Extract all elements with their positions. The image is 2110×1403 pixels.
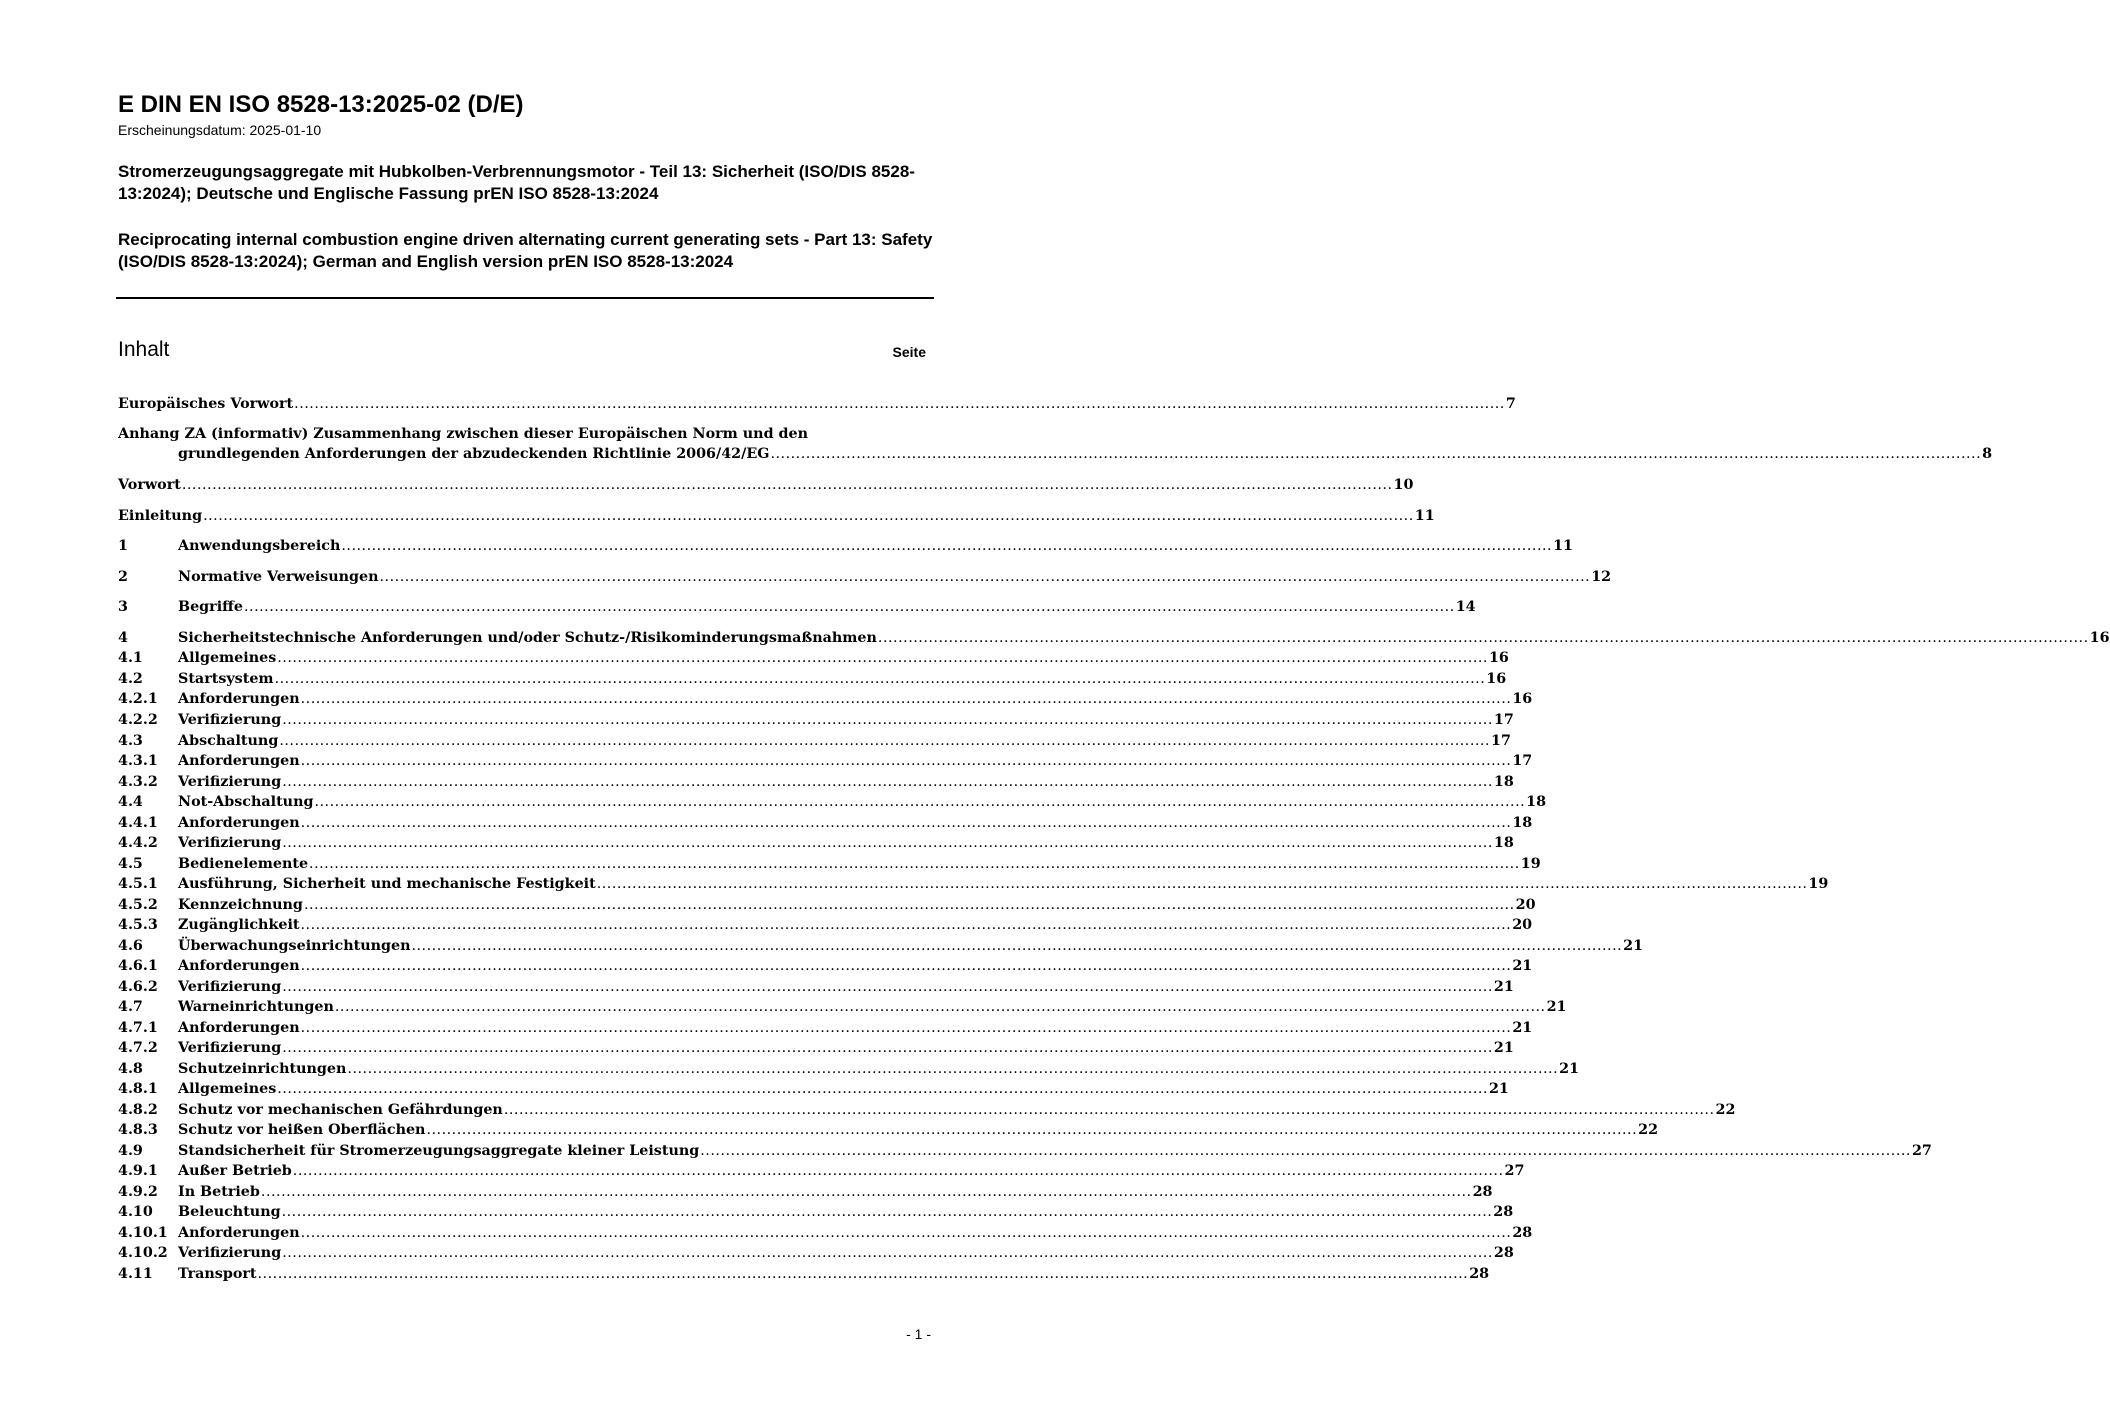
toc-entry-title: Abschaltung (178, 733, 279, 749)
toc-entry[interactable] (118, 710, 1514, 730)
toc-entry-title: Ausführung, Sicherheit und mechanische Festigkeit (178, 876, 596, 892)
toc-entry-page: 17 (1493, 712, 1514, 728)
toc-entry[interactable] (118, 1079, 1509, 1099)
leader-dots (335, 997, 1546, 1017)
toc-entry-title: Vorwort (118, 477, 181, 493)
toc-entry-title: Verifizierung (178, 979, 282, 995)
toc-entry-title: Überwachungseinrichtungen (178, 938, 411, 954)
toc-entry[interactable] (118, 1182, 1493, 1202)
toc-entry-page: 22 (1715, 1102, 1736, 1118)
toc-entry-page: 28 (1472, 1184, 1493, 1200)
leader-dots (504, 1100, 1715, 1120)
toc-entry-title: Schutz vor mechanischen Gefährdungen (178, 1102, 503, 1118)
toc-entry[interactable] (118, 669, 1507, 689)
toc-entry[interactable] (118, 792, 1547, 812)
toc-entry[interactable] (118, 915, 1533, 935)
title-german: Stromerzeugungsaggregate mit Hubkolben-Verbrennungsmotor - Teil 13: Sicherheit (ISO/DIS 8528-13:2024); Deutsche und Englische Fassung prEN ISO 8528-13:2024 (118, 162, 915, 203)
toc-entry-number: 4.10.1 (118, 1225, 168, 1241)
leader-dots (277, 1079, 1488, 1099)
toc-entry[interactable] (118, 475, 1414, 495)
leader-dots (301, 1223, 1512, 1243)
leader-dots (282, 833, 1493, 853)
toc-entry[interactable] (118, 1100, 1736, 1120)
toc-entry-number: 4.2 (118, 671, 143, 687)
toc-entry-number: 4.3 (118, 733, 143, 749)
leader-dots (244, 597, 1455, 617)
leader-dots (282, 977, 1493, 997)
toc-entry-page: 11 (1553, 538, 1573, 554)
toc-entry-number: 4 (118, 630, 128, 646)
publication-date: Erscheinungsdatum: 2025-01-10 (118, 122, 322, 138)
toc-entry-page: 21 (1512, 1020, 1533, 1036)
toc-entry-page: 18 (1512, 815, 1533, 831)
toc-entry-page: 20 (1515, 897, 1536, 913)
toc-entry[interactable] (118, 1141, 1932, 1161)
toc-entry-number: 4.9 (118, 1143, 143, 1159)
leader-dots (770, 444, 1981, 464)
toc-entry-title: Anforderungen (178, 691, 300, 707)
leader-dots (282, 772, 1493, 792)
toc-entry-page: 8 (1982, 446, 1993, 462)
toc-entry-page: 12 (1591, 569, 1612, 585)
toc-entry-number: 4.9.2 (118, 1184, 158, 1200)
table-of-contents (118, 0, 2110, 1300)
page-number: - 1 - (906, 1326, 931, 1342)
toc-entry-page: 7 (1505, 396, 1516, 412)
leader-dots (304, 895, 1515, 915)
toc-entry-page: 16 (1488, 650, 1509, 666)
toc-entry-page: 18 (1493, 835, 1514, 851)
leader-dots (203, 506, 1414, 526)
toc-entry-page: 28 (1493, 1204, 1514, 1220)
toc-entry[interactable] (118, 394, 1516, 414)
toc-entry-title: Europäisches Vorwort (118, 396, 294, 412)
toc-entry-page: 20 (1512, 917, 1533, 933)
toc-entry-title: Anwendungsbereich (178, 538, 341, 554)
leader-dots (301, 1018, 1512, 1038)
toc-entry[interactable] (118, 1264, 1490, 1284)
toc-entry-number: 1 (118, 538, 128, 554)
leader-dots (275, 669, 1486, 689)
toc-entry-page: 22 (1638, 1122, 1659, 1138)
toc-entry-page: 21 (1546, 999, 1567, 1015)
toc-entry-title: Anforderungen (178, 753, 300, 769)
leader-dots (380, 567, 1591, 587)
toc-entry-page: 10 (1393, 477, 1414, 493)
toc-entry[interactable] (118, 751, 1533, 771)
toc-entry-page: 16 (2089, 630, 2110, 646)
toc-entry-page: 21 (1559, 1061, 1580, 1077)
toc-entry-number: 4.9.1 (118, 1163, 158, 1179)
toc-entry-title: Allgemeines (178, 1081, 277, 1097)
leader-dots (294, 394, 1505, 414)
toc-entry-number: 4.6.2 (118, 979, 158, 995)
leader-dots (301, 956, 1512, 976)
leader-dots (426, 1120, 1637, 1140)
leader-dots (293, 1161, 1504, 1181)
toc-entry-title: Anforderungen (178, 1225, 300, 1241)
toc-entry-number: 4.5.2 (118, 897, 158, 913)
toc-entry-number: 2 (118, 569, 128, 585)
toc-entry[interactable] (118, 854, 1541, 874)
toc-entry-number: 4.5.3 (118, 917, 158, 933)
toc-entry-number: 4.8 (118, 1061, 143, 1077)
toc-entry-page: 14 (1455, 599, 1476, 615)
toc-entry[interactable] (118, 956, 1533, 976)
toc-entry-title: Allgemeines (178, 650, 277, 666)
toc-entry[interactable] (118, 1161, 1525, 1181)
toc-entry-title: Verifizierung (178, 835, 282, 851)
toc-entry-title: Startsystem (178, 671, 274, 687)
toc-entry-title: Anforderungen (178, 1020, 300, 1036)
title-english: Reciprocating internal combustion engine driven alternating current generating sets - Part 13: Safety (ISO/DIS 8528-13:2024); German and English version prEN ISO 8528-13:2024 (118, 230, 933, 271)
leader-dots (300, 915, 1511, 935)
toc-entry-title: Außer Betrieb (178, 1163, 292, 1179)
leader-dots (277, 648, 1488, 668)
toc-entry-title: Beleuchtung (178, 1204, 281, 1220)
leader-dots (597, 874, 1808, 894)
toc-entry[interactable] (118, 731, 1511, 751)
toc-entry[interactable] (118, 936, 1644, 956)
toc-entry-page: 17 (1512, 753, 1533, 769)
toc-entry-page: 21 (1512, 958, 1533, 974)
leader-dots (878, 628, 2089, 648)
toc-entry[interactable] (118, 1038, 1514, 1058)
toc-entry-title: grundlegenden Anforderungen der abzudeckenden Richtlinie 2006/42/EG (178, 446, 770, 462)
leader-dots (282, 710, 1493, 730)
toc-entry-title: Not-Abschaltung (178, 794, 314, 810)
toc-entry-page: 11 (1414, 508, 1435, 524)
toc-entry[interactable] (118, 506, 1435, 526)
toc-entry-page: 17 (1491, 733, 1511, 749)
toc-entry-title: Schutz vor heißen Oberflächen (178, 1122, 426, 1138)
toc-entry[interactable] (118, 874, 1829, 894)
leader-dots (301, 813, 1512, 833)
toc-heading: Inhalt (118, 338, 170, 361)
toc-entry[interactable] (118, 977, 1514, 997)
toc-entry-number: 4.5 (118, 856, 143, 872)
toc-entry-number: 4.4.2 (118, 835, 158, 851)
toc-entry-title: Transport (178, 1266, 257, 1282)
toc-entry-title: Verifizierung (178, 1040, 282, 1056)
leader-dots (314, 792, 1525, 812)
toc-entry-page: 27 (1504, 1163, 1525, 1179)
toc-entry[interactable] (118, 536, 1573, 556)
toc-entry-title: Anforderungen (178, 958, 300, 974)
toc-entry-number: 4.4 (118, 794, 143, 810)
toc-entry[interactable] (118, 648, 1509, 668)
toc-entry-number: 4.6 (118, 938, 143, 954)
toc-entry[interactable] (118, 424, 1993, 464)
toc-entry-page: 18 (1526, 794, 1547, 810)
toc-entry[interactable] (118, 1223, 1533, 1243)
toc-entry-title: Bedienelemente (178, 856, 309, 872)
toc-entry-number: 3 (118, 599, 128, 615)
toc-entry[interactable] (118, 1243, 1514, 1263)
toc-entry-title: Standsicherheit für Stromerzeugungsaggregate kleiner Leistung (178, 1143, 700, 1159)
toc-entry-title: Anhang ZA (informativ) Zusammenhang zwischen dieser Europäischen Norm und den (118, 426, 809, 442)
toc-entry-number: 4.7.1 (118, 1020, 158, 1036)
leader-dots (700, 1141, 1911, 1161)
toc-entry[interactable] (118, 813, 1533, 833)
leader-dots (182, 475, 1393, 495)
toc-entry-title: In Betrieb (178, 1184, 260, 1200)
leader-dots (258, 1264, 1469, 1284)
toc-entry-page: 16 (1486, 671, 1507, 687)
toc-entry-page: 18 (1493, 774, 1514, 790)
toc-entry[interactable] (118, 1059, 1580, 1079)
toc-entry-number: 4.6.1 (118, 958, 158, 974)
toc-entry-page: 21 (1493, 979, 1514, 995)
toc-entry-title: Schutzeinrichtungen (178, 1061, 347, 1077)
leader-dots (282, 1038, 1493, 1058)
toc-entry[interactable] (118, 689, 1533, 709)
toc-entry-number: 4.2.1 (118, 691, 158, 707)
toc-entry-title: Kennzeichnung (178, 897, 303, 913)
leader-dots (347, 1059, 1558, 1079)
toc-entry-number: 4.11 (118, 1266, 153, 1282)
toc-entry[interactable] (118, 1018, 1533, 1038)
toc-entry[interactable] (118, 772, 1514, 792)
toc-entry-page: 21 (1493, 1040, 1514, 1056)
leader-dots (301, 751, 1512, 771)
toc-entry-title: Verifizierung (178, 1245, 282, 1261)
toc-entry-title: Zugänglichkeit (178, 917, 300, 933)
leader-dots (279, 731, 1490, 751)
toc-entry-number: 4.4.1 (118, 815, 158, 831)
toc-entry[interactable] (118, 833, 1514, 853)
leader-dots (411, 936, 1622, 956)
toc-entry-title: Verifizierung (178, 712, 282, 728)
toc-entry-page: 28 (1493, 1245, 1514, 1261)
toc-entry[interactable] (118, 567, 1612, 587)
toc-entry-number: 4.8.1 (118, 1081, 158, 1097)
leader-dots (261, 1182, 1472, 1202)
toc-entry[interactable] (118, 1120, 1659, 1140)
toc-entry[interactable] (118, 895, 1536, 915)
toc-entry-number: 4.1 (118, 650, 143, 666)
leader-dots (282, 1202, 1493, 1222)
toc-entry-title: Normative Verweisungen (178, 569, 379, 585)
toc-entry-number: 4.7.2 (118, 1040, 158, 1056)
toc-entry-number: 4.8.3 (118, 1122, 158, 1138)
toc-entry[interactable] (118, 1202, 1514, 1222)
toc-entry-title: Sicherheitstechnische Anforderungen und/oder Schutz-/Risikominderungsmaßnahmen (178, 630, 877, 646)
toc-entry-page: 19 (1808, 876, 1829, 892)
toc-entry-title: Begriffe (178, 599, 243, 615)
toc-entry-number: 4.8.2 (118, 1102, 158, 1118)
toc-entry-number: 4.5.1 (118, 876, 158, 892)
toc-entry-page: 28 (1512, 1225, 1533, 1241)
toc-entry[interactable] (118, 628, 2110, 648)
toc-entry-page: 16 (1512, 691, 1533, 707)
toc-entry-number: 4.7 (118, 999, 143, 1015)
toc-entry-number: 4.10.2 (118, 1245, 168, 1261)
leader-dots (309, 854, 1520, 874)
toc-entry-title: Warneinrichtungen (178, 999, 334, 1015)
toc-entry-page: 19 (1520, 856, 1541, 872)
toc-entry-page: 28 (1469, 1266, 1490, 1282)
document-id: E DIN EN ISO 8528-13:2025-02 (D/E) (118, 91, 524, 118)
toc-entry-number: 4.10 (118, 1204, 153, 1220)
toc-entry-number: 4.3.1 (118, 753, 158, 769)
toc-entry-number: 4.3.2 (118, 774, 158, 790)
toc-entry-number: 4.2.2 (118, 712, 158, 728)
page-column-label: Seite (892, 344, 926, 360)
leader-dots (341, 536, 1552, 556)
toc-entry-title: Verifizierung (178, 774, 282, 790)
toc-entry-title: Anforderungen (178, 815, 300, 831)
toc-entry-page: 21 (1623, 938, 1644, 954)
toc-entry-title: Einleitung (118, 508, 203, 524)
leader-dots (301, 689, 1512, 709)
leader-dots (282, 1243, 1493, 1263)
toc-entry[interactable] (118, 997, 1567, 1017)
toc-entry-page: 21 (1488, 1081, 1509, 1097)
toc-entry[interactable] (118, 597, 1476, 617)
toc-entry-page: 27 (1911, 1143, 1932, 1159)
